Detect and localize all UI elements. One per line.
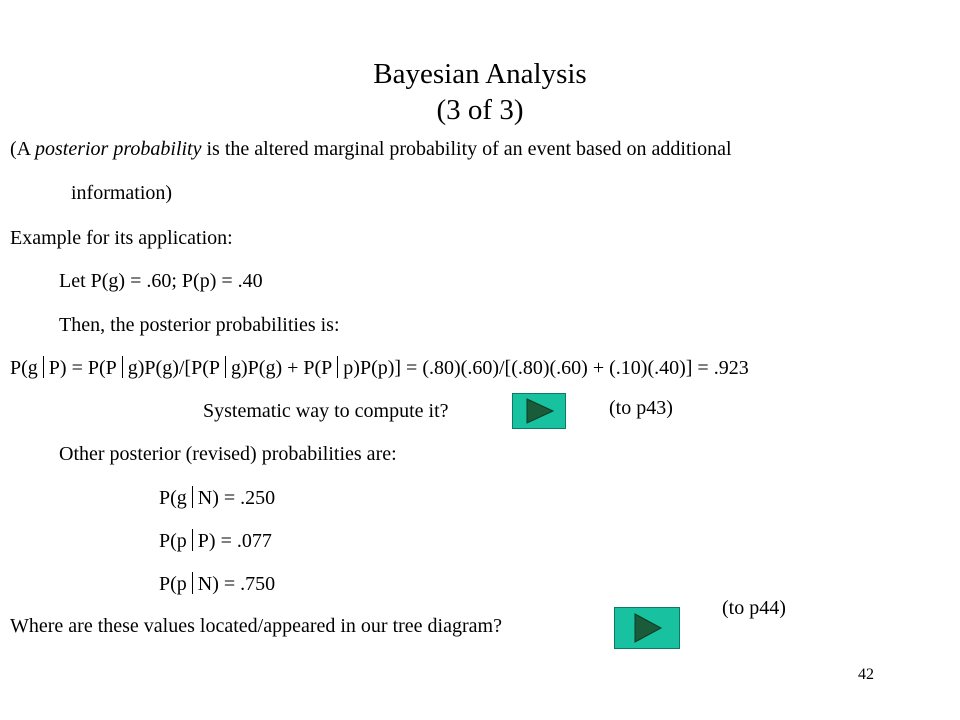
- intro-open: (A: [10, 138, 35, 160]
- prob-left: P(p: [159, 573, 187, 595]
- formula-part-2: P) = P(P: [48, 357, 117, 379]
- formula-part-1: P(g: [10, 357, 38, 379]
- title-line-1: Bayesian Analysis: [373, 58, 587, 90]
- given-bar: [122, 356, 123, 378]
- formula-part-3: g)P(g)/[P(P: [127, 357, 220, 379]
- given-bar: [192, 529, 193, 551]
- other-probabilities-line: Other posterior (revised) probabilities are:: [59, 443, 397, 465]
- prob-right: N) = .250: [197, 487, 276, 509]
- prob-left: P(g: [159, 487, 187, 509]
- given-bar: [337, 356, 338, 378]
- probability-line-3: [159, 572, 275, 596]
- systematic-question: Systematic way to compute it?: [203, 400, 449, 422]
- given-bar: [225, 356, 226, 378]
- given-bar: [192, 486, 193, 508]
- play-arrow-icon: [615, 608, 679, 648]
- prob-left: P(p: [159, 530, 187, 552]
- next-page-button-p44[interactable]: [614, 607, 680, 649]
- then-line: Then, the posterior probabilities is:: [59, 314, 340, 336]
- to-p43-label: (to p43): [609, 397, 673, 419]
- to-p44-label: (to p44): [722, 597, 786, 619]
- probability-line-2: [159, 529, 272, 553]
- formula-part-4: g)P(g) + P(P: [231, 357, 333, 379]
- given-bar: [192, 572, 193, 594]
- play-arrow-icon: [513, 394, 565, 428]
- intro-rest: is the altered marginal probability of an event based on additional: [201, 138, 732, 160]
- next-page-button-p43[interactable]: [512, 393, 566, 429]
- page-number: 42: [858, 666, 874, 683]
- prob-right: P) = .077: [197, 530, 272, 552]
- posterior-formula: [10, 356, 749, 380]
- formula-part-5: p)P(p)] = (.80)(.60)/[(.80)(.60) + (.10)(.40)] = .923: [343, 357, 749, 379]
- let-line: Let P(g) = .60; P(p) = .40: [59, 270, 263, 292]
- title-line-2: (3 of 3): [436, 94, 524, 126]
- given-bar: [43, 356, 44, 378]
- probability-line-1: [159, 486, 275, 510]
- prob-right: N) = .750: [197, 573, 276, 595]
- intro-line-2: information): [71, 182, 173, 204]
- intro-line-1: [10, 137, 732, 161]
- tree-diagram-question: Where are these values located/appeared in our tree diagram?: [10, 615, 502, 637]
- intro-emphasis: posterior probability: [35, 138, 202, 160]
- example-heading: Example for its application:: [10, 227, 233, 249]
